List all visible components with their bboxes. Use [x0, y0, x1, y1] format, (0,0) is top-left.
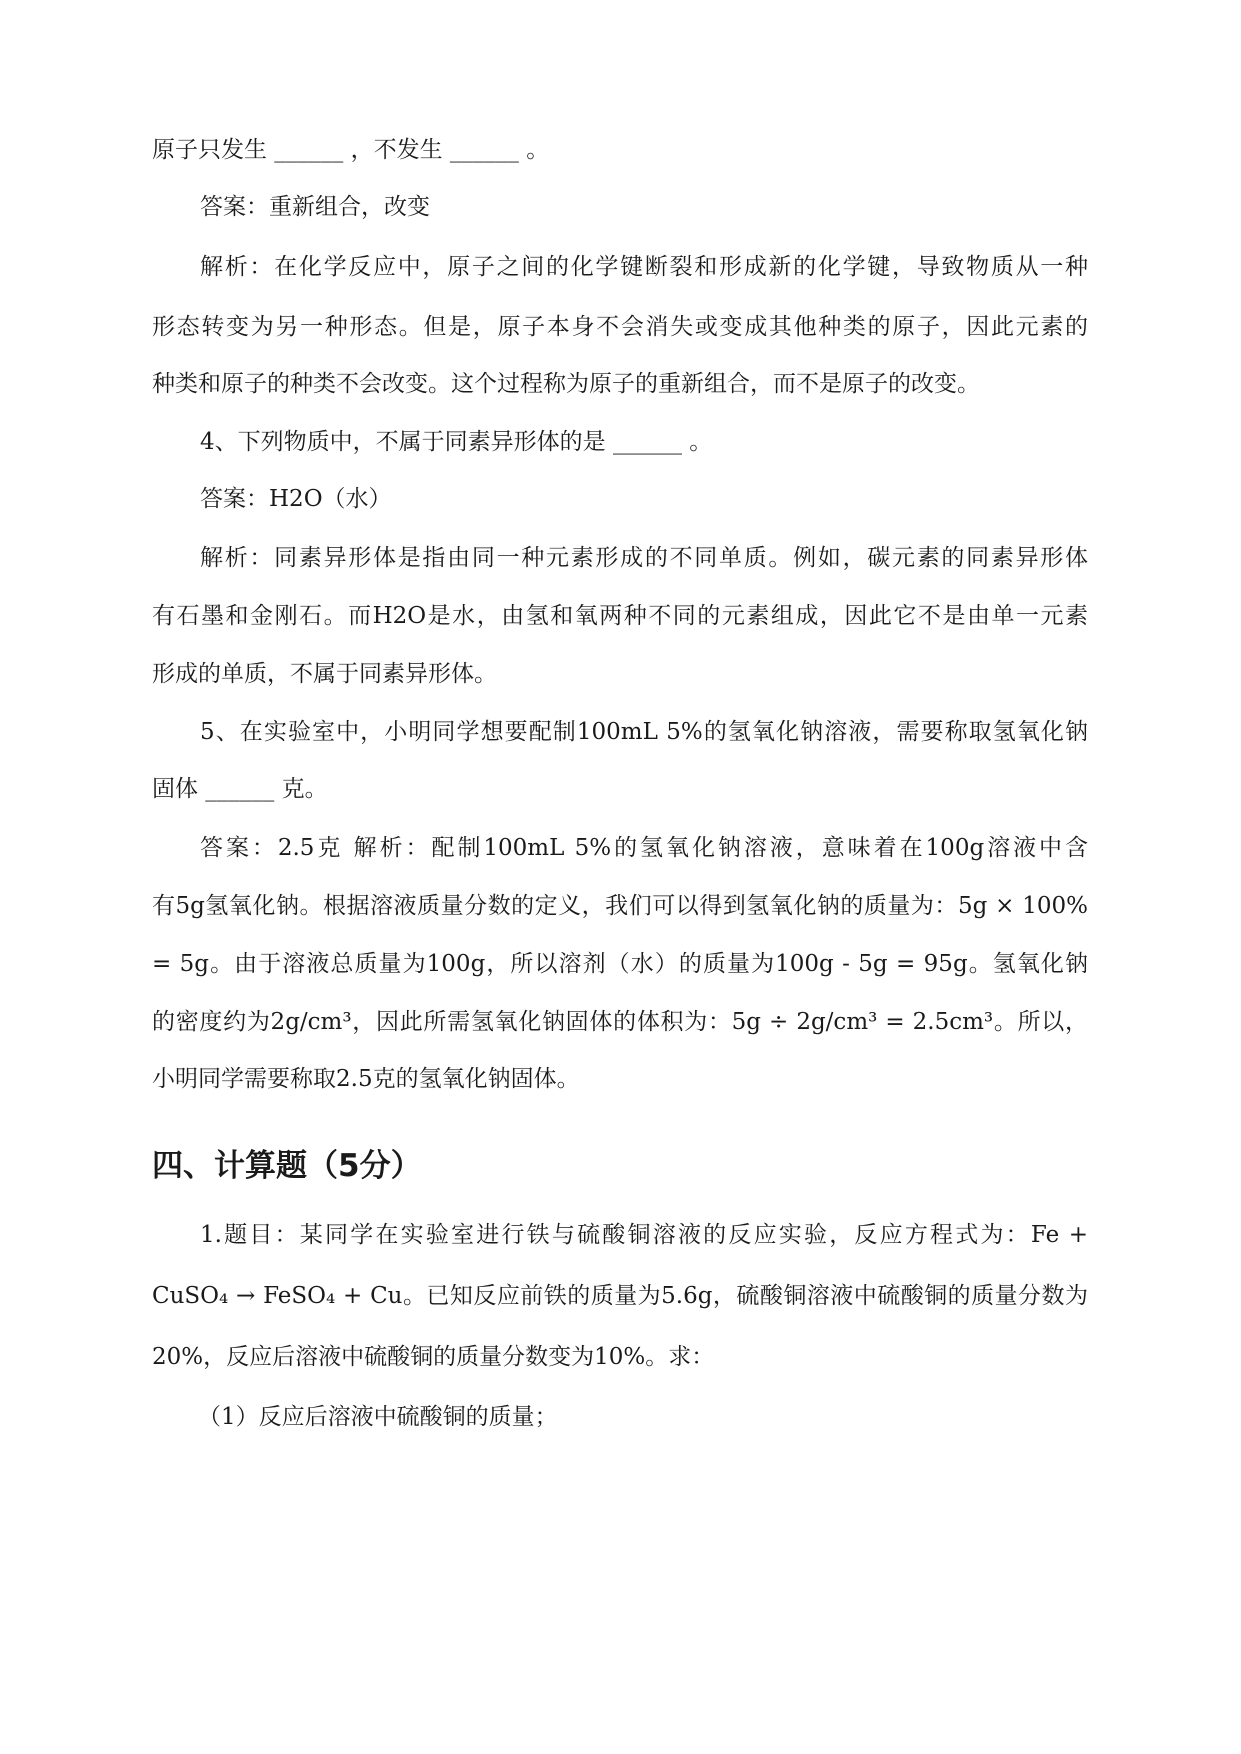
text-line: 有石墨和金刚石。而H2O是水，由氢和氧两种不同的元素组成，因此它不是由单一元素: [152, 603, 1088, 629]
analysis-line: 解析：同素异形体是指由同一种元素形成的不同单质。例如，碳元素的同素异形体: [200, 545, 1088, 571]
problem-line: 20%，反应后溶液中硫酸铜的质量分数变为10%。求：: [152, 1344, 715, 1370]
text-line: 形成的单质，不属于同素异形体。: [152, 661, 497, 687]
problem-line: 1.题目：某同学在实验室进行铁与硫酸铜溶液的反应实验，反应方程式为：Fe +: [200, 1222, 1088, 1248]
text-line: = 5g。由于溶液总质量为100g，所以溶剂（水）的质量为100g - 5g = 95g。氢氧化钠: [152, 951, 1088, 977]
answer-line: 答案：H2O（水）: [200, 486, 392, 512]
text-line: 种类和原子的种类不会改变。这个过程称为原子的重新组合，而不是原子的改变。: [152, 371, 980, 397]
problem-line: CuSO₄ → FeSO₄ + Cu。已知反应前铁的质量为5.6g，硫酸铜溶液中硫酸铜的质量分数为: [152, 1283, 1088, 1309]
answer-line: 答案：2.5克 解析：配制100mL 5%的氢氧化钠溶液，意味着在100g溶液中含: [200, 835, 1088, 861]
text-line: 形态转变为另一种形态。但是，原子本身不会消失或变成其他种类的原子，因此元素的: [152, 314, 1088, 340]
text-line: 原子只发生 ______ ，不发生 ______ 。: [152, 137, 550, 163]
text-line: 固体 ______ 克。: [152, 776, 328, 802]
question-5: 5、在实验室中，小明同学想要配制100mL 5%的氢氧化钠溶液，需要称取氢氧化钠: [200, 719, 1088, 745]
analysis-line: 解析：在化学反应中，原子之间的化学键断裂和形成新的化学键，导致物质从一种: [200, 254, 1088, 280]
text-line: 有5g氢氧化钠。根据溶液质量分数的定义，我们可以得到氢氧化钠的质量为：5g × 100%: [152, 893, 1088, 919]
question-4: 4、下列物质中，不属于同素异形体的是 ______ 。: [200, 429, 713, 455]
text-line: 小明同学需要称取2.5克的氢氧化钠固体。: [152, 1066, 580, 1092]
text-line: 的密度约为2g/cm³，因此所需氢氧化钠固体的体积为：5g ÷ 2g/cm³ = 2.5cm³。所以，: [152, 1009, 1088, 1035]
answer-line: 答案：重新组合，改变: [200, 194, 430, 220]
section-heading: 四、计算题（5分）: [152, 1148, 422, 1184]
problem-subquestion: （1）反应后溶液中硫酸铜的质量；: [198, 1404, 558, 1430]
